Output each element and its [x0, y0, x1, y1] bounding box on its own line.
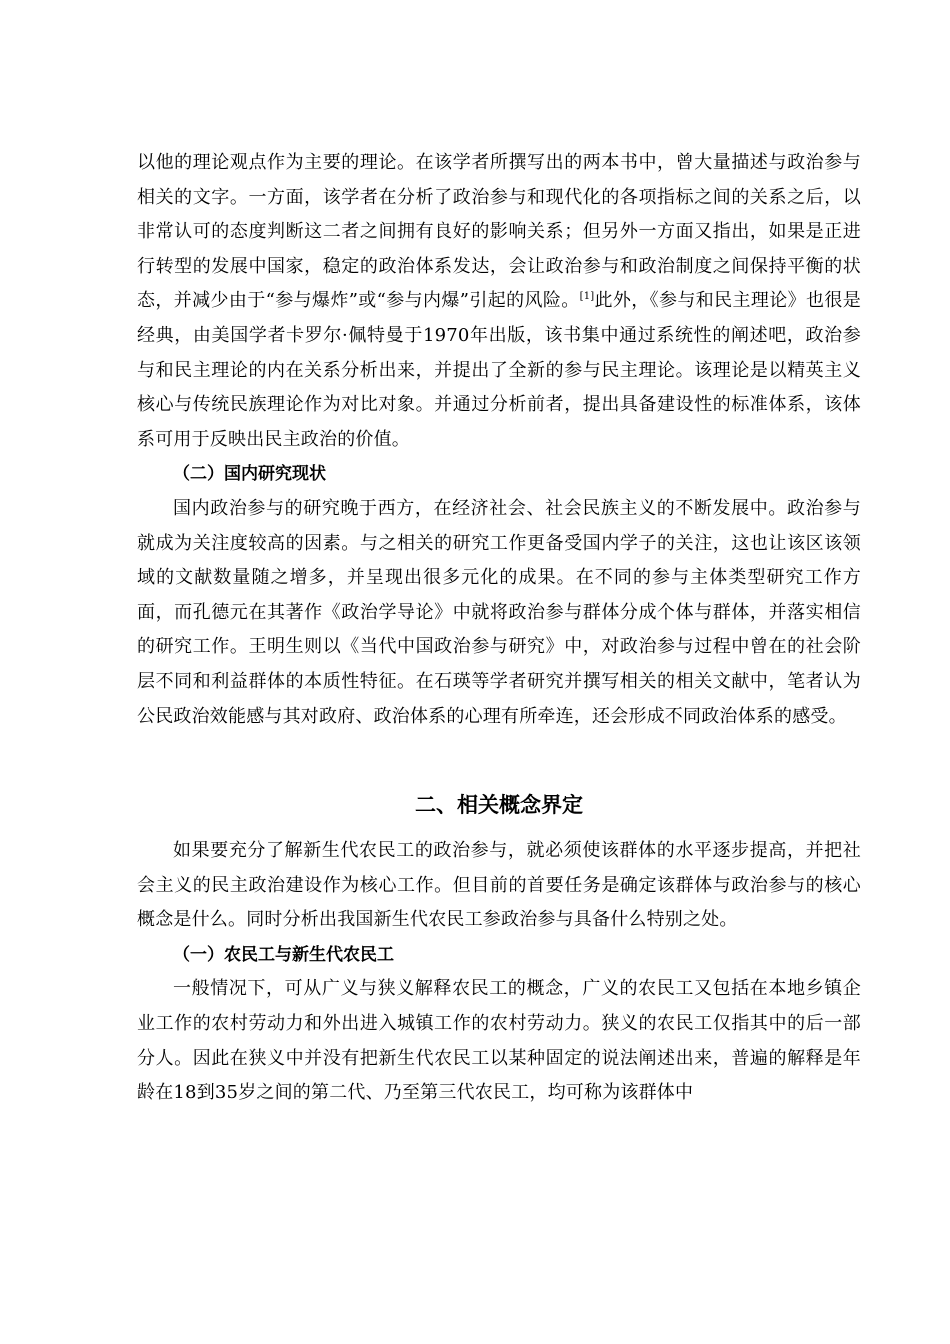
body-paragraph: 如果要充分了解新生代农民工的政治参与，就必须使该群体的水平逐步提高，并把社会主义的民主政治建设作为核心工作。但目前的首要任务是确定该群体与政治参与的核心概念是什么。同时分析出我国新生代农民工参政治参与具备什么特别之处。 — [137, 840, 861, 931]
subsection-heading: （一）农民工与新生代农民工 — [173, 944, 394, 965]
chapter-heading: 二、相关概念界定 — [415, 793, 583, 818]
subsection-heading: （二）国内研究现状 — [173, 464, 326, 485]
citation-marker: [1] — [579, 291, 595, 303]
body-paragraph — [137, 146, 861, 457]
heading-spacer — [137, 822, 861, 834]
body-paragraph: 一般情况下，可从广义与狭义解释农民工的概念，广义的农民工又包括在本地乡镇企业工作的农村劳动力和外出进入城镇工作的农村劳动力。狭义的农民工仅指其中的后一部分人。因此在狭义中并没有把新生代农民工以某种固定的说法阐述出来，普遍的解释是年龄在18到35岁之间的第二代、乃至第三代农民工，均可称为该群体中 — [137, 978, 861, 1104]
section-spacer — [137, 734, 861, 788]
page-content — [137, 146, 861, 1111]
body-paragraph: 国内政治参与的研究晚于西方，在经济社会、社会民族主义的不断发展中。政治参与就成为关注度较高的因素。与之相关的研究工作更备受国内学子的关注，这也让该区该领域的文献数量随之增多，并呈现出很多元化的成果。在不同的参与主体类型研究工作方面，而孔德元在其著作《政治学导论》中就将政治参与群体分成个体与群体，并落实相信的研究工作。王明生则以《当代中国政治参与研究》中，对政治参与过程中曾在的社会阶层不同和利益群体的本质性特征。在石瑛等学者研究并撰写相关的相关文献中，笔者认为公民政治效能感与其对政府、政治体系的心理有所牵连，还会形成不同政治体系的感受。 — [137, 497, 861, 727]
paragraph-text: 以他的理论观点作为主要的理论。在该学者所撰写出的两本书中，曾大量描述与政治参与相关的文字。一方面，该学者在分析了政治参与和现代化的各项指标之间的关系之后，以非常认可的态度判断这二者之间拥有良好的影响关系；但另外一方面又指出，如果是正进行转型的发展中国家，稳定的政治体系发达，会让政治参与和政治制度之间保持平衡的状态，并减少由于“参与爆炸”或“参与内爆”引起的风险。 — [137, 152, 861, 312]
paragraph-text: 此外，《参与和民主理论》也很是经典，由美国学者卡罗尔·佩特曼于1970年出版，该书集中通过系统性的阐述吧，政治参与和民主理论的内在关系分析出来，并提出了全新的参与民主理论。该理论是以精英主义核心与传统民族理论作为对比对象。并通过分析前者，提出具备建设性的标准体系，该体系可用于反映出民主政治的价值。 — [137, 290, 861, 450]
